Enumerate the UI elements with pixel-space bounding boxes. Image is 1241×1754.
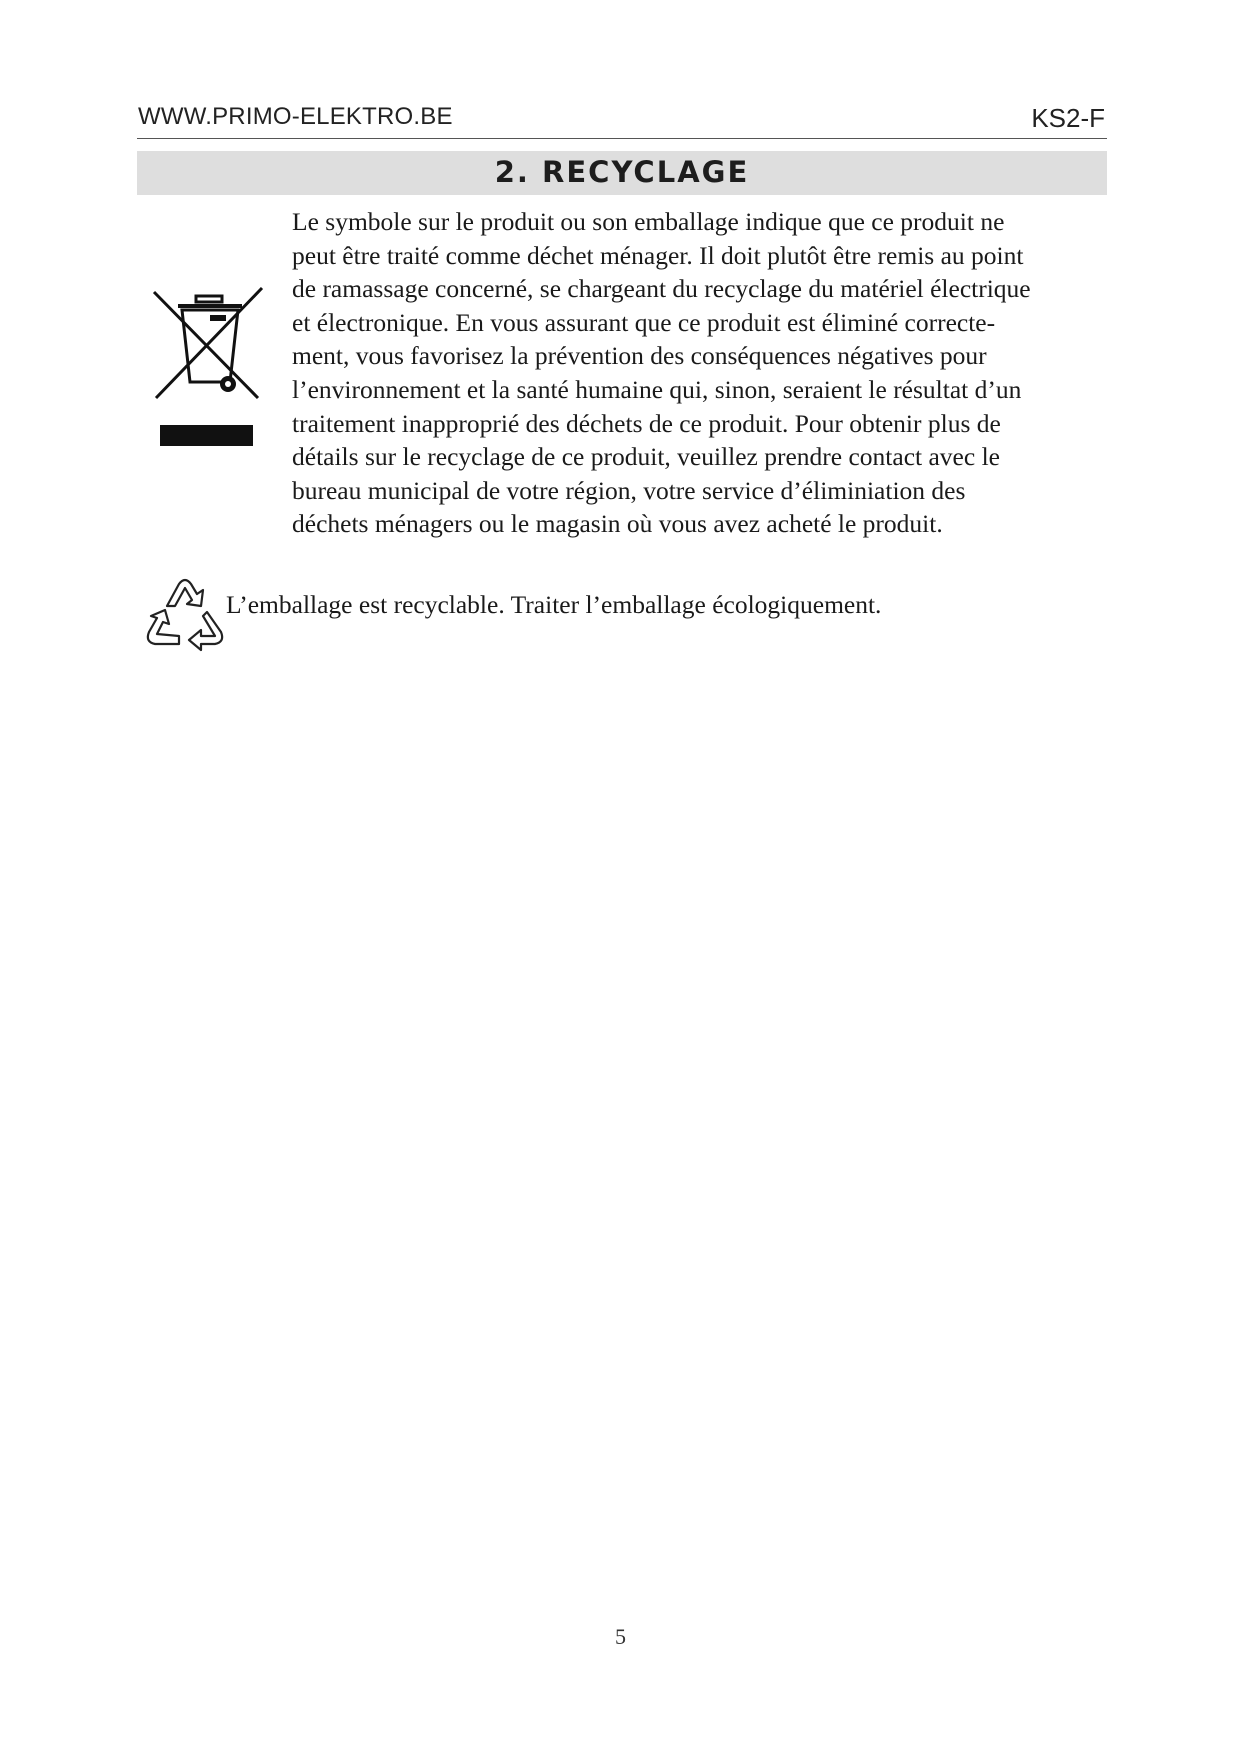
model-code: KS2-F: [1031, 103, 1105, 133]
recycle-icon: [137, 570, 233, 658]
weee-text-line: Le symbole sur le produit ou son emballage indique que ce produit ne: [292, 207, 1005, 236]
weee-text-line: bureau municipal de votre région, votre service d’éliminiation des: [292, 475, 966, 505]
weee-text-line: peut être traité comme déchet ménager. Il doit plutôt être remis au point: [292, 240, 1024, 270]
weee-text-line: traitement inapproprié des déchets de ce produit. Pour obtenir plus de: [292, 408, 1001, 438]
page-number: 5: [615, 1624, 626, 1649]
weee-disposal-text: [292, 205, 1112, 541]
weee-text-line: l’environnement et la santé humaine qui, sinon, seraient le résultat d’un: [292, 374, 1022, 404]
weee-text-line: et électronique. En vous assurant que ce produit est éliminé correcte-: [292, 307, 996, 337]
page-header: [137, 100, 1107, 139]
weee-text-line: de ramassage concerné, se chargeant du recyclage du matériel électrique: [292, 274, 1031, 304]
weee-text-line: ment, vous favorisez la prévention des conséquences négatives pour: [292, 341, 987, 371]
section-header-bar: [137, 151, 1107, 195]
weee-text-line: déchets ménagers ou le magasin où vous avez acheté le produit.: [292, 509, 943, 539]
website-url: WWW.PRIMO-ELEKTRO.BE: [138, 103, 453, 130]
crossed-out-wheelie-bin-icon: [150, 284, 275, 454]
weee-text-line: détails sur le recyclage de ce produit, veuillez prendre contact avec le: [292, 442, 1000, 472]
section-title: 2. RECYCLAGE: [494, 155, 750, 189]
packaging-recycle-text: L’emballage est recyclable. Traiter l’emballage écologiquement.: [226, 590, 882, 619]
